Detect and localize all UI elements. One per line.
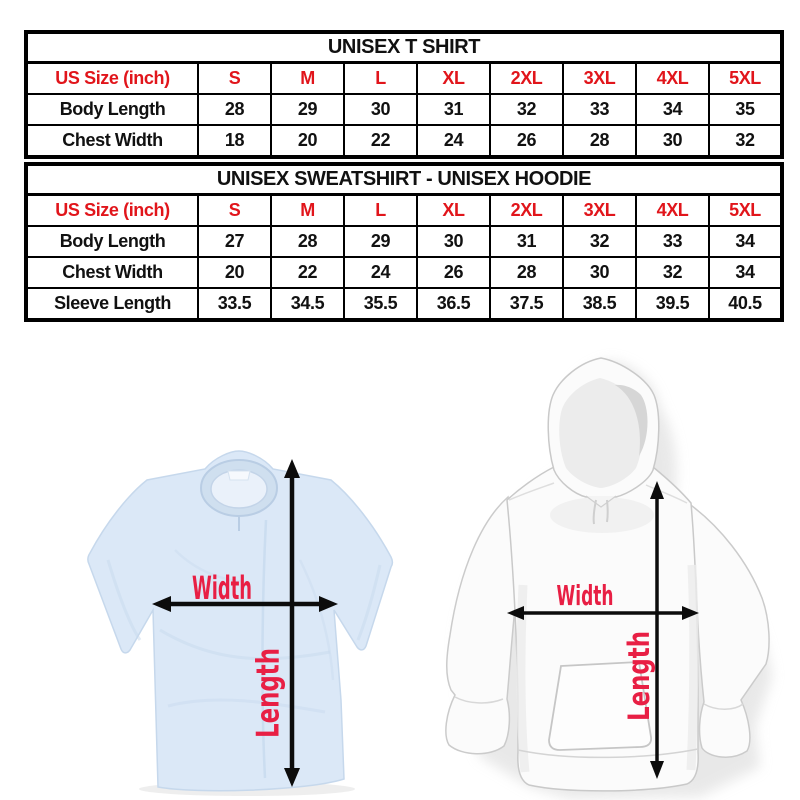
table-row	[26, 226, 782, 257]
size-value-cell: 32	[636, 257, 709, 288]
size-header-cell: 2XL	[490, 63, 563, 95]
size-value-cell: 32	[563, 226, 636, 257]
size-header-row	[26, 63, 782, 95]
size-value-cell: 30	[563, 257, 636, 288]
table-row	[26, 94, 782, 125]
size-value-cell: 20	[198, 257, 271, 288]
size-value-cell: 29	[271, 94, 344, 125]
size-value-cell: 39.5	[636, 288, 709, 320]
size-value-cell: 31	[490, 226, 563, 257]
size-header-cell: XL	[417, 195, 490, 227]
size-value-cell: 31	[417, 94, 490, 125]
size-header-cell: 5XL	[709, 195, 782, 227]
measurement-diagrams	[0, 330, 800, 800]
row-label-cell: Sleeve Length	[26, 288, 198, 320]
size-value-cell: 24	[417, 125, 490, 157]
tshirt-size-table	[24, 30, 784, 159]
size-header-cell: 4XL	[636, 63, 709, 95]
size-value-cell: 28	[490, 257, 563, 288]
size-value-cell: 33	[636, 226, 709, 257]
size-header-cell: L	[344, 195, 417, 227]
size-value-cell: 20	[271, 125, 344, 157]
size-tables-section	[24, 30, 784, 325]
size-header-cell: S	[198, 195, 271, 227]
table-row	[26, 125, 782, 157]
size-value-cell: 22	[344, 125, 417, 157]
size-header-cell: 5XL	[709, 63, 782, 95]
size-header-cell: 3XL	[563, 63, 636, 95]
size-value-cell: 34	[709, 226, 782, 257]
size-header-row	[26, 195, 782, 227]
size-value-cell: 30	[344, 94, 417, 125]
size-header-cell: 2XL	[490, 195, 563, 227]
size-unit-label-cell: US Size (inch)	[26, 63, 198, 95]
hoodie-left-sleeve	[446, 497, 519, 754]
size-value-cell: 35.5	[344, 288, 417, 320]
size-value-cell: 33.5	[198, 288, 271, 320]
size-value-cell: 30	[636, 125, 709, 157]
size-value-cell: 33	[563, 94, 636, 125]
row-label-cell: Body Length	[26, 94, 198, 125]
size-value-cell: 26	[417, 257, 490, 288]
table-title: UNISEX T SHIRT	[26, 32, 782, 63]
size-unit-label-cell: US Size (inch)	[26, 195, 198, 227]
size-header-cell: M	[271, 195, 344, 227]
size-value-cell: 32	[490, 94, 563, 125]
size-header-cell: 4XL	[636, 195, 709, 227]
size-value-cell: 29	[344, 226, 417, 257]
size-value-cell: 32	[709, 125, 782, 157]
size-value-cell: 37.5	[490, 288, 563, 320]
table-row	[26, 288, 782, 320]
size-value-cell: 28	[563, 125, 636, 157]
size-header-cell: M	[271, 63, 344, 95]
row-label-cell: Body Length	[26, 226, 198, 257]
size-value-cell: 28	[198, 94, 271, 125]
table-title-row	[26, 32, 782, 63]
size-value-cell: 18	[198, 125, 271, 157]
size-value-cell: 34	[709, 257, 782, 288]
hoodie-length-label: Length	[622, 606, 656, 721]
size-value-cell: 24	[344, 257, 417, 288]
hoodie-width-label: Width	[556, 579, 614, 612]
tshirt-width-label: Width	[192, 569, 252, 607]
table-title: UNISEX SWEATSHIRT - UNISEX HOODIE	[26, 164, 782, 195]
table-row	[26, 257, 782, 288]
size-value-cell: 40.5	[709, 288, 782, 320]
size-value-cell: 34	[636, 94, 709, 125]
row-label-cell: Chest Width	[26, 257, 198, 288]
table-title-row	[26, 164, 782, 195]
size-header-cell: 3XL	[563, 195, 636, 227]
size-value-cell: 26	[490, 125, 563, 157]
size-header-cell: XL	[417, 63, 490, 95]
tshirt-length-label: Length	[250, 616, 287, 738]
size-value-cell: 22	[271, 257, 344, 288]
hoodie-diagram	[446, 358, 772, 799]
size-value-cell: 27	[198, 226, 271, 257]
tshirt-diagram	[88, 451, 393, 796]
size-value-cell: 35	[709, 94, 782, 125]
sweatshirt-hoodie-size-table	[24, 162, 784, 322]
size-value-cell: 28	[271, 226, 344, 257]
size-value-cell: 36.5	[417, 288, 490, 320]
size-value-cell: 38.5	[563, 288, 636, 320]
row-label-cell: Chest Width	[26, 125, 198, 157]
size-header-cell: S	[198, 63, 271, 95]
size-header-cell: L	[344, 63, 417, 95]
size-value-cell: 30	[417, 226, 490, 257]
size-value-cell: 34.5	[271, 288, 344, 320]
